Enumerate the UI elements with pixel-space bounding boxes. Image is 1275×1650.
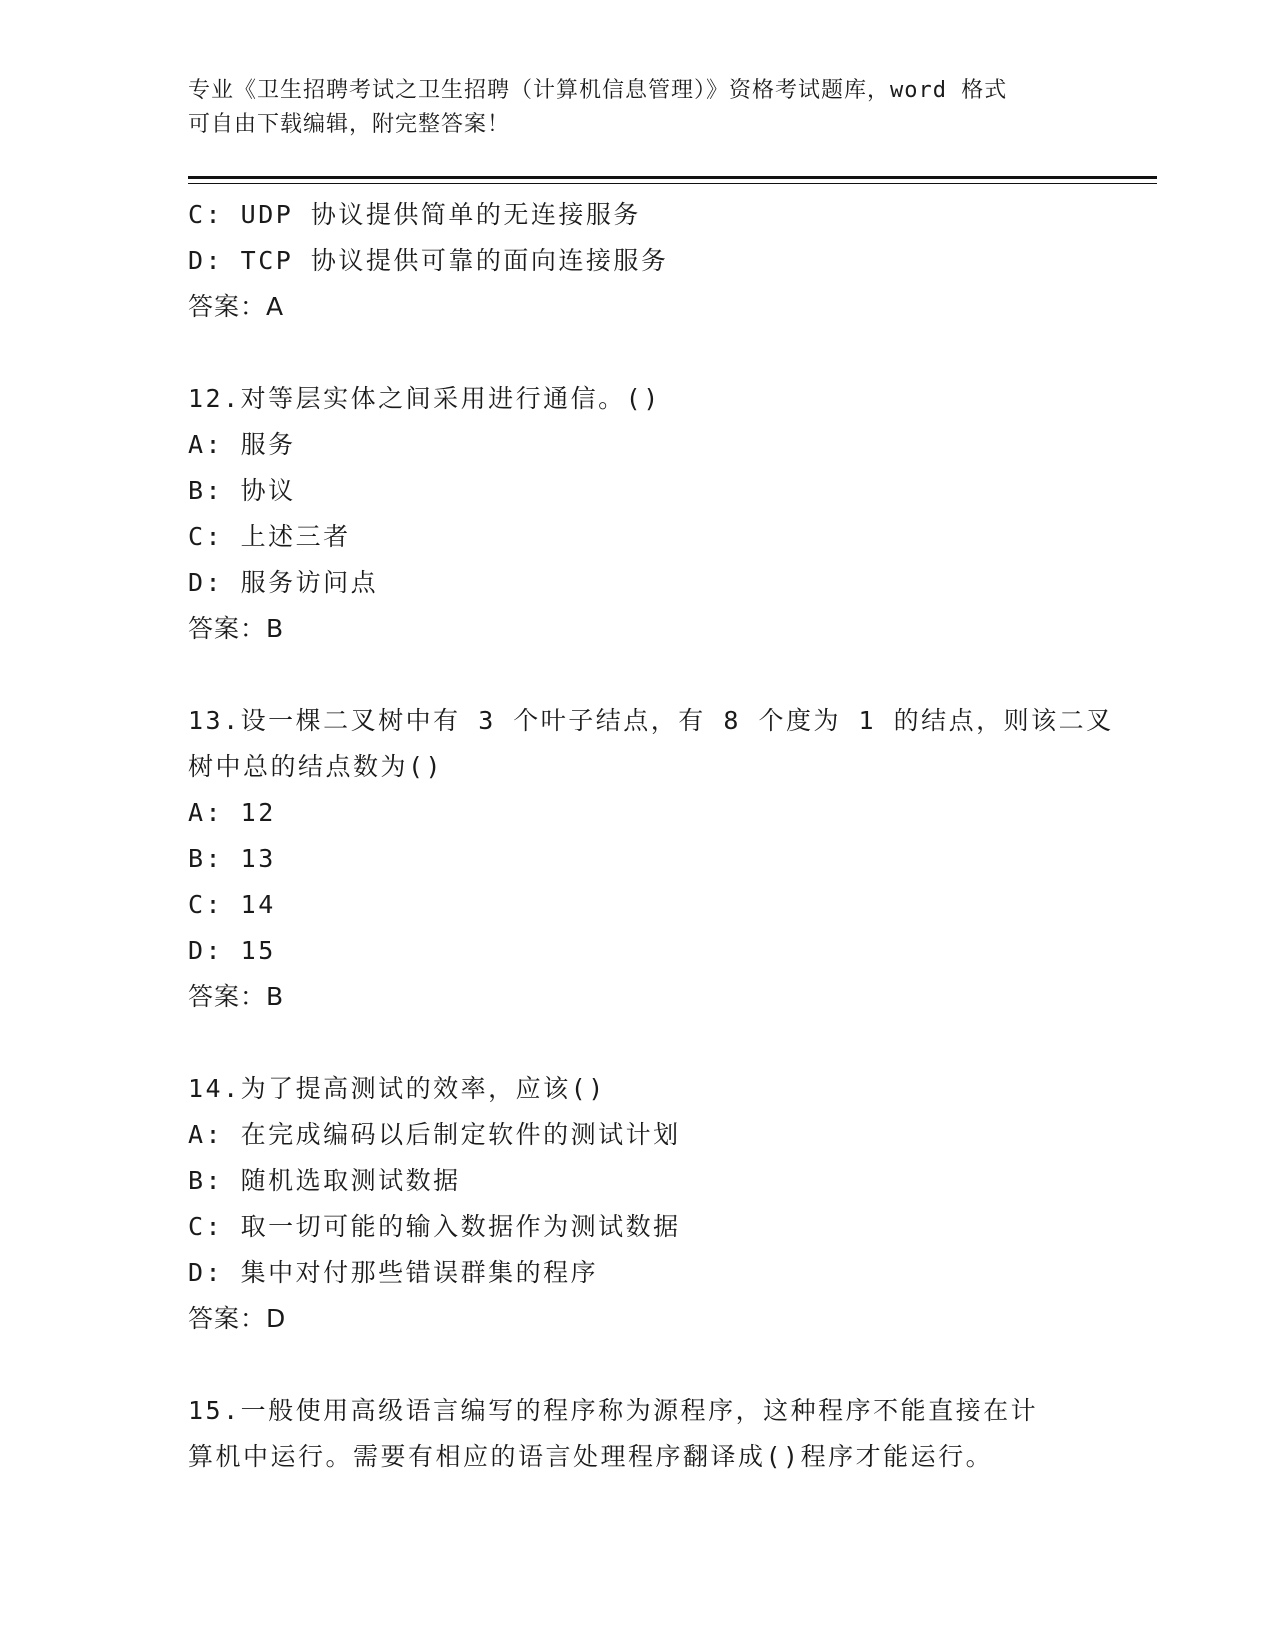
option-a: A: 在完成编码以后制定软件的测试计划 bbox=[188, 1120, 681, 1149]
option-a: A: 12 bbox=[188, 798, 276, 827]
option-c: C: 14 bbox=[188, 890, 276, 919]
question-14 bbox=[188, 1066, 1088, 1342]
spacer bbox=[188, 330, 1088, 376]
question-stem-line-2: 树中总的结点数为() bbox=[188, 752, 444, 781]
header-title-line-1: 专业《卫生招聘考试之卫生招聘（计算机信息管理）》资格考试题库，word 格式 bbox=[188, 78, 1008, 103]
header-rule-thin bbox=[188, 183, 1157, 184]
question-12 bbox=[188, 376, 1088, 652]
spacer bbox=[188, 1020, 1088, 1066]
option-d: D: 15 bbox=[188, 936, 276, 965]
option-c: C: UDP 协议提供简单的无连接服务 bbox=[188, 200, 641, 229]
question-list bbox=[188, 192, 1114, 1480]
option-d: D: TCP 协议提供可靠的面向连接服务 bbox=[188, 246, 669, 275]
option-d: D: 集中对付那些错误群集的程序 bbox=[188, 1258, 599, 1287]
spacer bbox=[188, 652, 1088, 698]
option-a: A: 服务 bbox=[188, 430, 296, 459]
question-stem: 12.对等层实体之间采用进行通信。() bbox=[188, 384, 661, 413]
option-c: C: 取一切可能的输入数据作为测试数据 bbox=[188, 1212, 681, 1241]
question-stem-line-1: 15.一般使用高级语言编写的程序称为源程序，这种程序不能直接在计 bbox=[188, 1396, 1039, 1425]
question-stem-line-2: 算机中运行。需要有相应的语言处理程序翻译成()程序才能运行。 bbox=[188, 1442, 994, 1471]
header-rule-thick bbox=[188, 176, 1157, 179]
question-11-continued bbox=[188, 192, 1088, 330]
option-b: B: 随机选取测试数据 bbox=[188, 1166, 461, 1195]
option-d: D: 服务访问点 bbox=[188, 568, 379, 597]
spacer bbox=[188, 1342, 1088, 1388]
option-b: B: 协议 bbox=[188, 476, 296, 505]
question-15 bbox=[188, 1388, 1088, 1480]
document-header bbox=[188, 74, 1088, 142]
option-c: C: 上述三者 bbox=[188, 522, 351, 551]
answer-label: 答案：A bbox=[188, 292, 285, 321]
answer-label: 答案：B bbox=[188, 614, 285, 643]
question-stem: 14.为了提高测试的效率，应该() bbox=[188, 1074, 606, 1103]
answer-label: 答案：D bbox=[188, 1304, 287, 1333]
question-13 bbox=[188, 698, 1114, 1020]
answer-label: 答案：B bbox=[188, 982, 285, 1011]
option-b: B: 13 bbox=[188, 844, 276, 873]
question-stem-line-1: 13.设一棵二叉树中有 3 个叶子结点，有 8 个度为 1 的结点，则该二叉 bbox=[188, 706, 1114, 735]
header-title-line-2: 可自由下载编辑，附完整答案！ bbox=[188, 112, 511, 137]
